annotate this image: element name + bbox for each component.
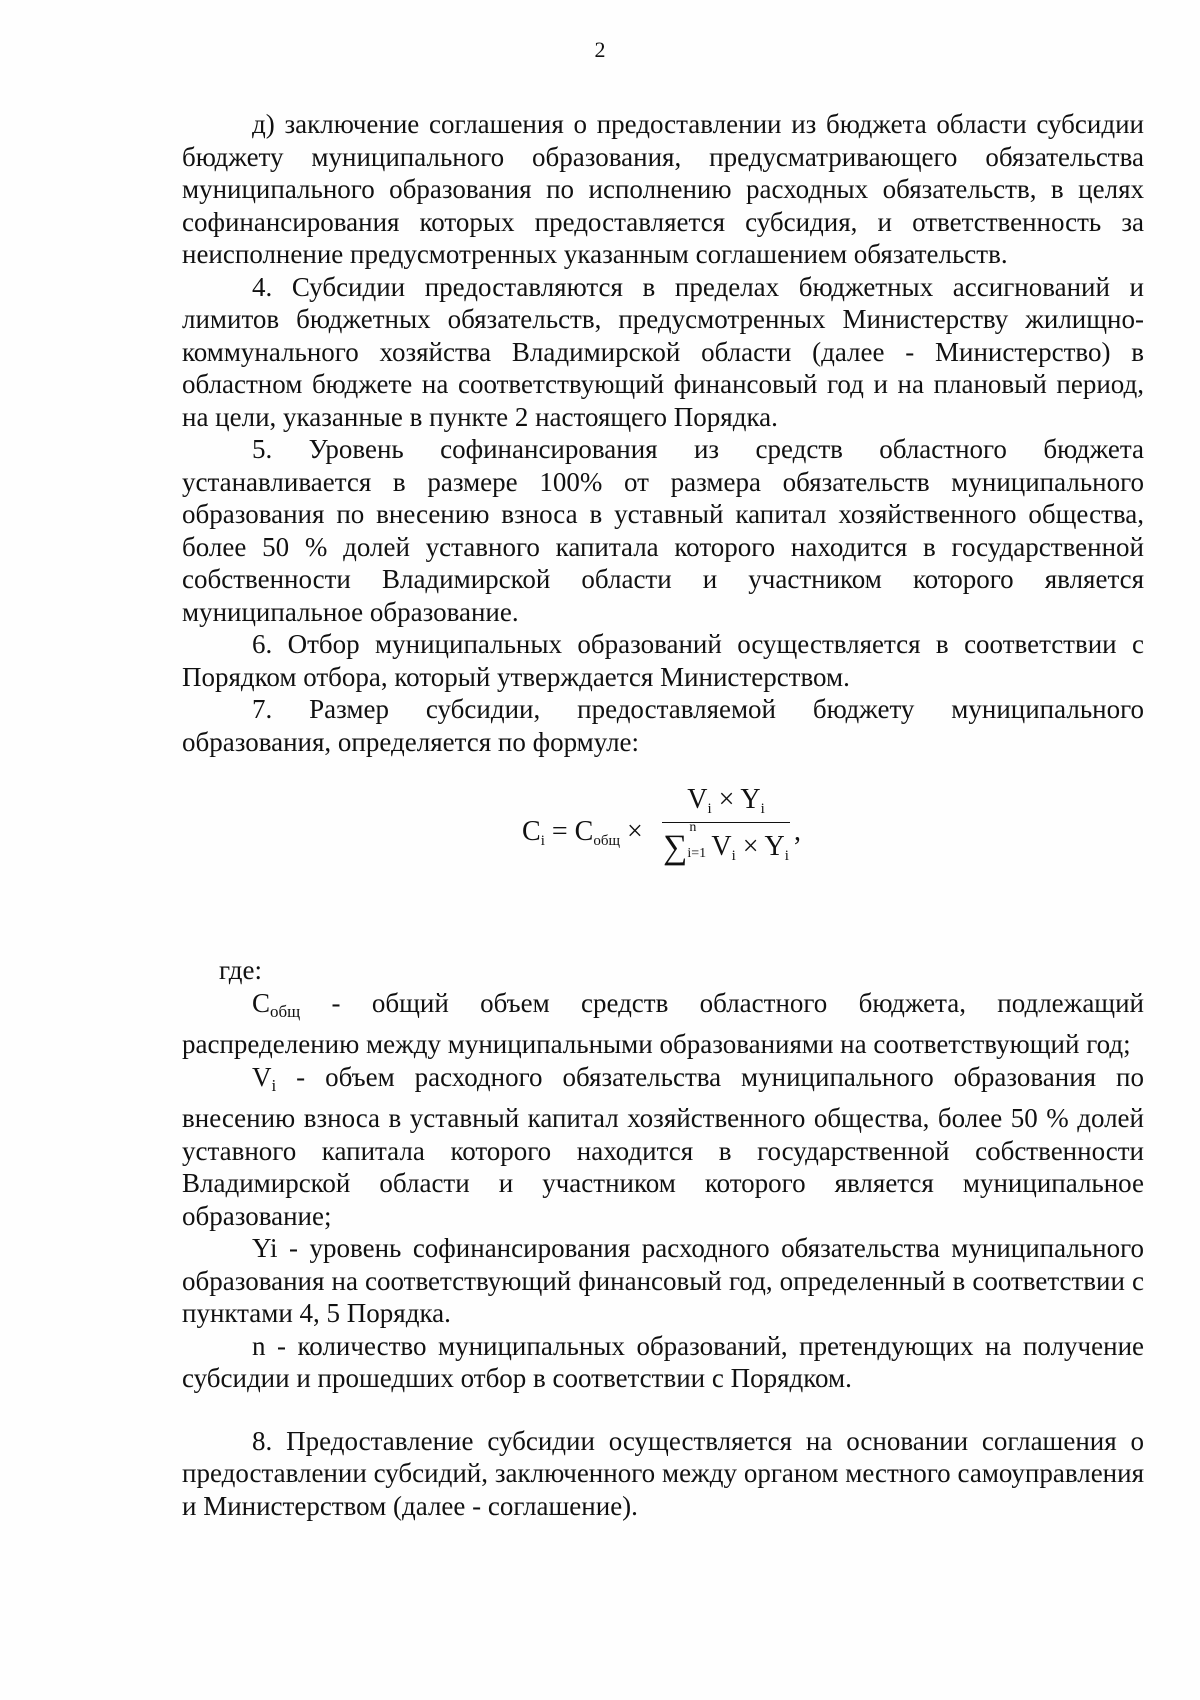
formula-fraction — [662, 782, 790, 867]
formula-numerator — [662, 782, 790, 818]
paragraph-8: 8. Предоставление субсидии осуществляется на основании соглашения о предоставлении субсидий, заключенного между органом местного самоуправления и Министерством (далее - соглашение). — [182, 1425, 1144, 1521]
formula-c-total-sub: общ — [593, 833, 621, 849]
sigma-limits — [687, 820, 707, 861]
numerator-v: V — [687, 784, 708, 815]
denominator-y-sub: i — [784, 848, 789, 864]
definition-n: n - количество муниципальных образований, претендующих на получение субсидии и прошедших отбор в соответствии с Порядком. — [182, 1330, 1144, 1393]
paragraph-d: д) заключение соглашения о предоставлении из бюджета области субсидии бюджету муниципального образования, предусматривающего обязательства муниципального образования по исполнению расходных обязательств, в целях софинансирования которых предоставляется субсидия, и ответственность за неисполнение предусмотренных указанным соглашением обязательств. — [182, 109, 1144, 269]
def-v-symbol: V — [252, 1061, 272, 1092]
numerator-times: × — [718, 784, 735, 815]
sigma-lower-limit: i=1 — [687, 846, 707, 861]
page-number: 2 — [594, 37, 606, 62]
formula-c-total: C — [574, 816, 594, 847]
paragraph-6: 6. Отбор муниципальных образований осуществляется в соответствии с Порядком отбора, который утверждается Министерством. — [182, 629, 1144, 692]
numerator-y: Y — [740, 784, 761, 815]
paragraph-5: 5. Уровень софинансирования из средств областного бюджета устанавливается в размере 100% от размера обязательств муниципального образования по внесению взноса в уставный капитал хозяйственного общества, более 50 % долей уставного капитала которого находится в государственной собственности Владимирской области и участником которого является муниципальное образование. — [182, 434, 1144, 627]
definition-y: Yi - уровень софинансирования расходного обязательства муниципального образования на соответствующий финансовый год, определенный в соответствии с пунктами 4, 5 Порядка. — [182, 1233, 1144, 1328]
denominator-times: × — [742, 831, 759, 862]
where-label: где: — [219, 955, 262, 985]
subsidy-formula — [182, 780, 1144, 898]
numerator-v-sub: i — [707, 801, 712, 817]
document-body — [182, 108, 1144, 1522]
numerator-y-sub: i — [760, 801, 765, 817]
def-v-text: - объем расходного обязательства муниципального образования по внесению взноса в уставный капитал хозяйственного общества, более 50 % долей уставного капитала которого находится в государственной собственности Владимирской области и участником которого является муниципальное образование; — [182, 1061, 1144, 1231]
denominator-v: V — [711, 831, 732, 862]
def-c-symbol: С — [252, 987, 271, 1018]
formula-c-sub: i — [540, 833, 545, 849]
def-c-sub: общ — [270, 1001, 301, 1021]
formula-denominator — [662, 820, 790, 867]
fraction-bar — [662, 822, 790, 823]
formula-lhs — [522, 816, 643, 858]
definition-c-total — [182, 987, 1144, 1061]
sigma-upper-limit: n — [689, 820, 697, 835]
denominator-v-sub: i — [731, 848, 736, 864]
denominator-y: Y — [764, 831, 785, 862]
def-c-text: - общий объем средств областного бюджета, подлежащий распределению между муниципальными образованиями на соответствующий год; — [182, 987, 1144, 1059]
paragraph-4: 4. Субсидии предоставляются в пределах бюджетных ассигнований и лимитов бюджетных обязательств, предусмотренных Министерству жилищно-коммунального хозяйства Владимирской области (далее - Министерство) в областном бюджете на соответствующий финансовый год и на плановый период, на цели, указанные в пункте 2 настоящего Порядка. — [182, 271, 1144, 432]
sigma-sign: ∑ — [663, 829, 688, 866]
definition-v — [182, 1061, 1144, 1233]
formula-times: × — [627, 816, 643, 847]
formula-equals: = — [551, 816, 568, 847]
formula-c: C — [522, 816, 541, 847]
def-v-sub: i — [271, 1075, 277, 1095]
paragraph-7: 7. Размер субсидии, предоставляемой бюджету муниципального образования, определяется по формуле: — [182, 694, 1144, 757]
formula-comma: , — [794, 816, 801, 847]
